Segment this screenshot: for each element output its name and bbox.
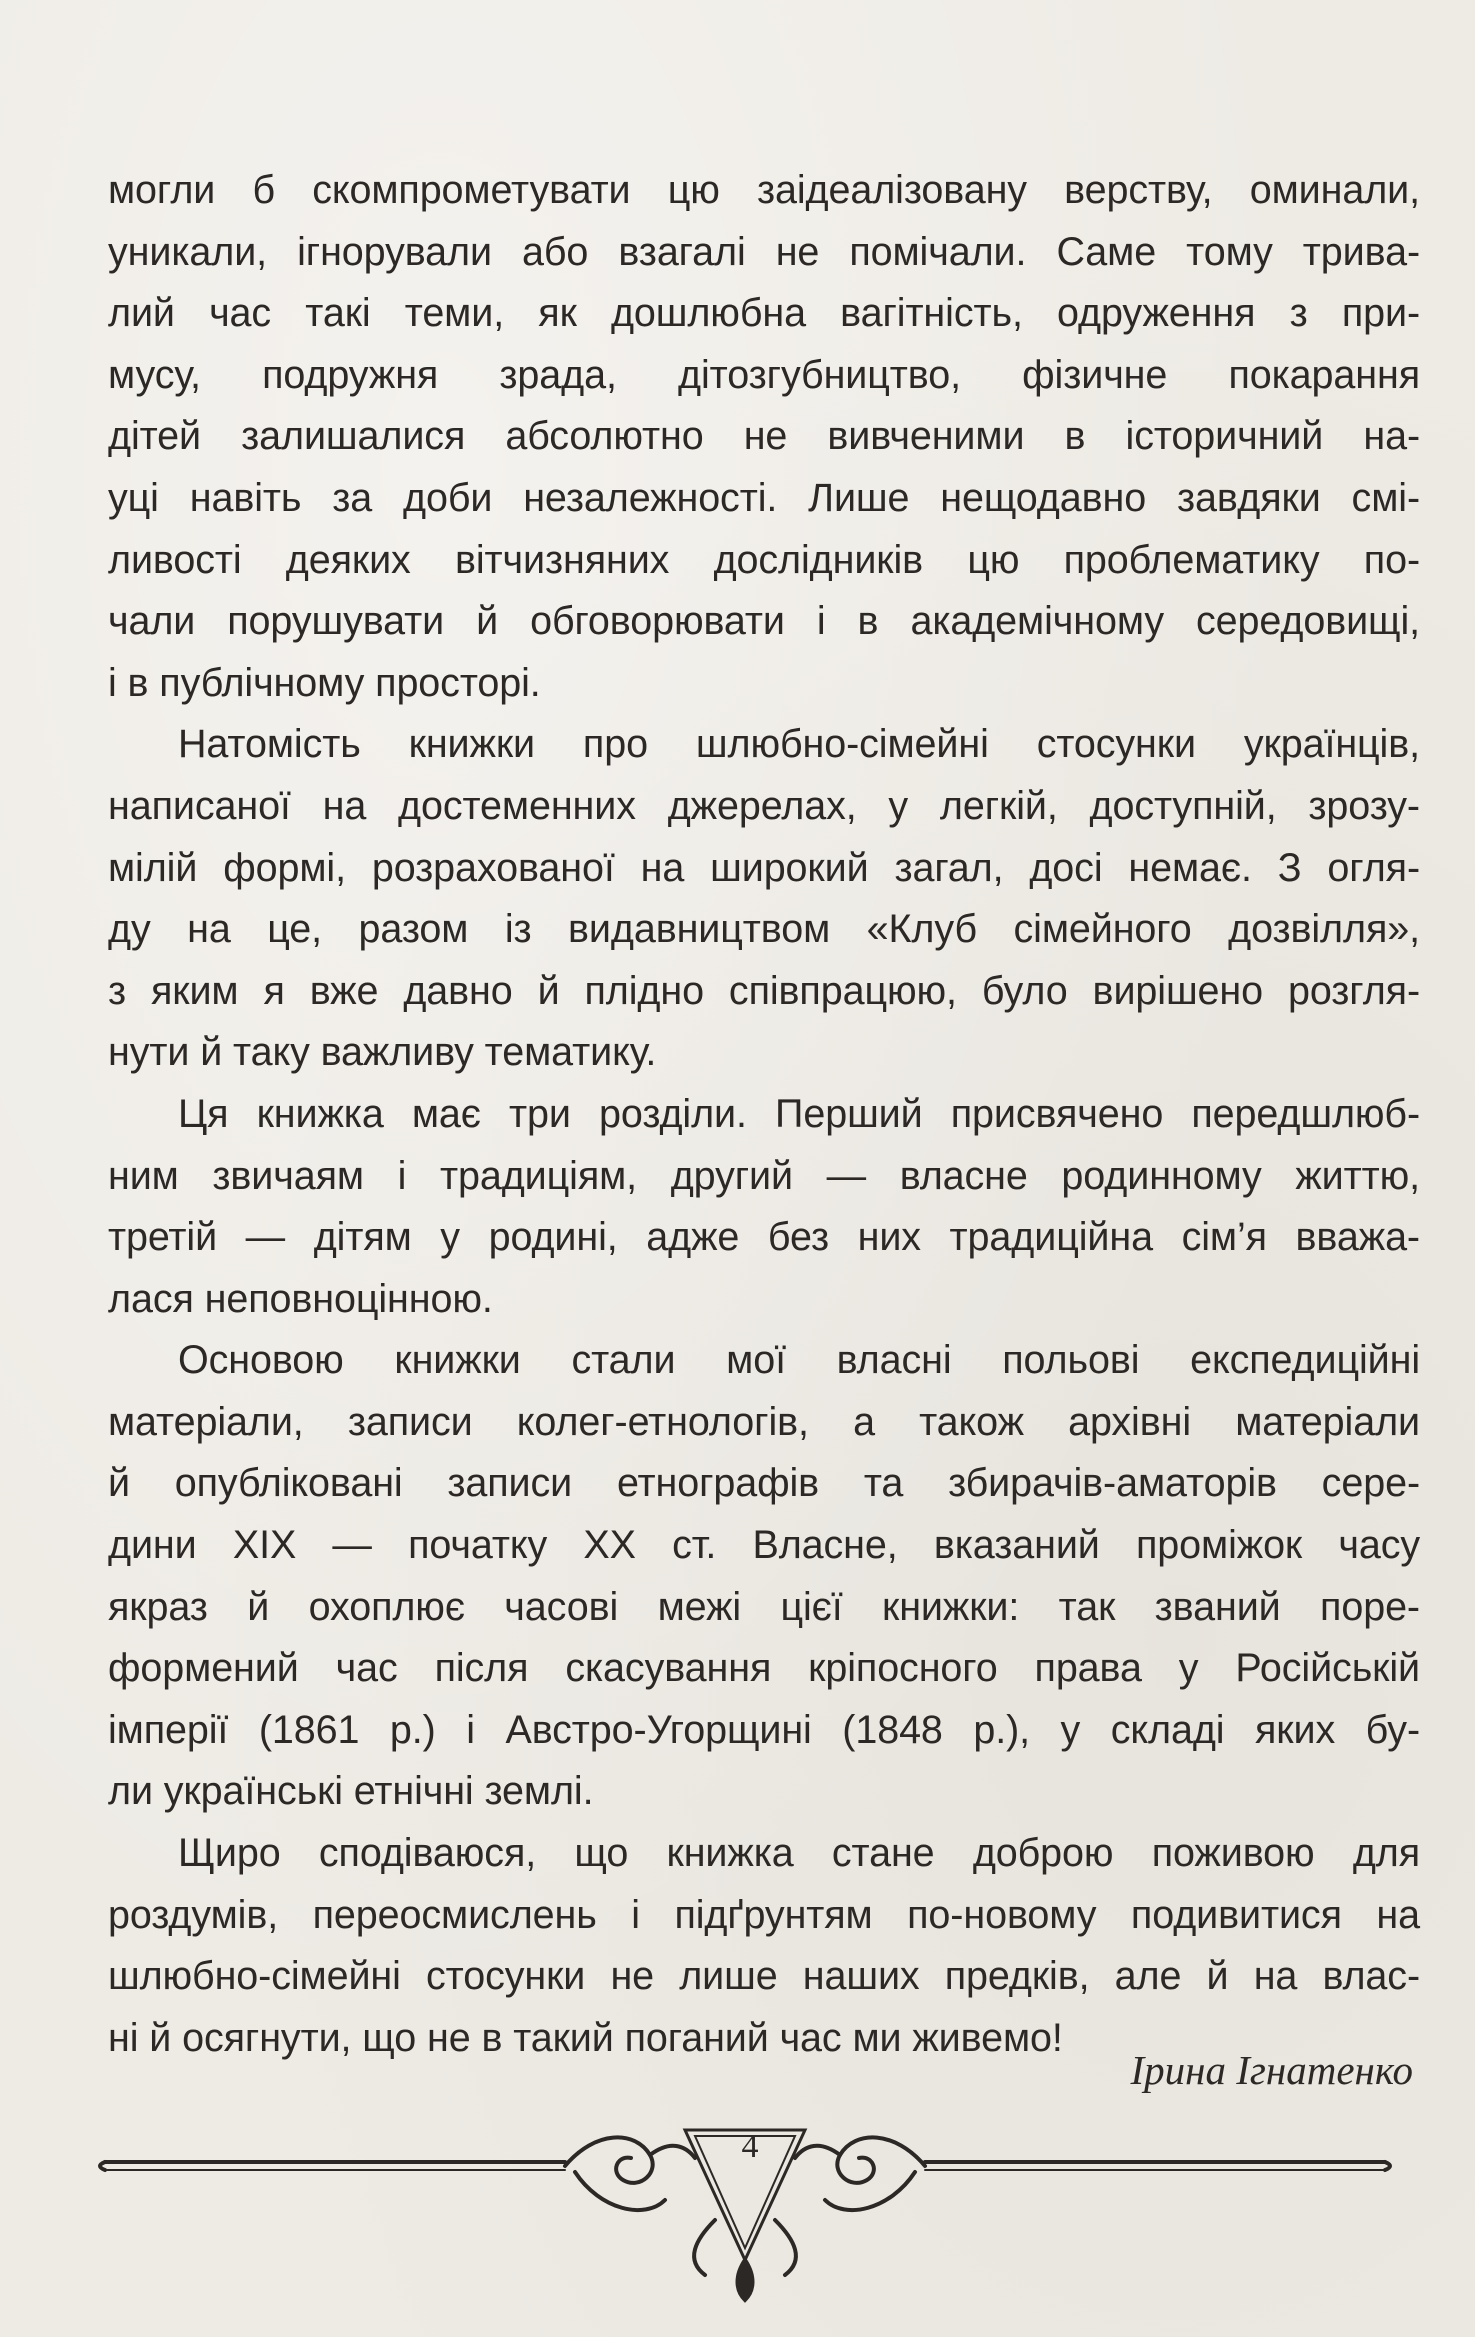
text-line: ливості деяких вітчизняних дослідників цю проблематику по- xyxy=(108,537,1420,582)
text-line: уникали, ігнорували або взагалі не помічали. Саме тому трива- xyxy=(108,229,1420,274)
paragraph-1 xyxy=(108,160,1420,714)
text-line: уці навіть за доби незалежності. Лише нещодавно завдяки смі- xyxy=(108,475,1420,520)
text-line: і в публічному просторі. xyxy=(108,660,541,705)
text-line: чали порушувати й обговорювати і в академічному середовищі, xyxy=(108,599,1420,644)
text-line: Щиро сподіваюся, що книжка стане доброю поживою для xyxy=(178,1831,1420,1876)
body-text xyxy=(108,160,1420,2069)
text-line: з яким я вже давно й плідно співпрацюю, було вирішено розгля- xyxy=(108,968,1420,1013)
text-line: якраз й охоплює часові межі цієї книжки: так званий поре- xyxy=(108,1584,1420,1629)
paragraph-3 xyxy=(108,1084,1420,1330)
text-line: шлюбно-сімейні стосунки не лише наших предків, але й на влас- xyxy=(108,1954,1420,1999)
text-line: Ця книжка має три розділи. Перший присвячено передшлюб- xyxy=(178,1091,1420,1136)
text-line: ду на це, разом із видавництвом «Клуб сімейного дозвілля», xyxy=(108,907,1420,952)
text-line: ні й осягнути, що не в такий поганий час ми живемо! xyxy=(108,2015,1063,2060)
text-line: лася неповноцінною. xyxy=(108,1276,493,1321)
text-line: могли б скомпрометувати цю заідеалізовану верству, оминали, xyxy=(108,168,1420,212)
text-line: написаної на достеменних джерелах, у легкій, доступній, зрозу- xyxy=(108,783,1420,828)
text-line: мусу, подружня зрада, дітозгубництво, фізичне покарання xyxy=(108,352,1420,397)
page-number: 4 xyxy=(741,2128,759,2165)
paragraph-4 xyxy=(108,1330,1420,1823)
text-line: Натомість книжки про шлюбно-сімейні стосунки українців, xyxy=(178,722,1420,767)
text-line: дини XIX — початку XX ст. Власне, вказаний проміжок часу xyxy=(108,1523,1420,1568)
text-line: ли українські етнічні землі. xyxy=(108,1769,594,1814)
text-line: лий час такі теми, як дошлюбна вагітність, одруження з при- xyxy=(108,291,1420,336)
text-line: третій — дітям у родині, адже без них традиційна сім’я вважа- xyxy=(108,1215,1420,1260)
text-line: Основою книжки стали мої власні польові експедиційні xyxy=(178,1338,1420,1383)
text-line: формений час після скасування кріпосного права у Російській xyxy=(108,1646,1420,1691)
text-line: імперії (1861 р.) і Австро-Угорщині (1848 р.), у складі яких бу- xyxy=(108,1707,1420,1752)
text-line: дітей залишалися абсолютно не вивченими в історичний на- xyxy=(108,414,1420,459)
text-line: й опубліковані записи етнографів та збирачів-аматорів сере- xyxy=(108,1461,1420,1506)
text-line: ним звичаям і традиціям, другий — власне родинному життю, xyxy=(108,1153,1420,1198)
paragraph-5 xyxy=(108,1823,1420,2069)
author-signature: Ірина Ігнатенко xyxy=(1130,2047,1413,2093)
text-line: роздумів, переосмислень і підґрунтям по-новому подивитися на xyxy=(108,1892,1420,1937)
text-line: матеріали, записи колег-етнологів, а також архівні матеріали xyxy=(108,1399,1420,1444)
text-line: мілій формі, розрахованої на широкий загал, досі немає. З огля- xyxy=(108,845,1420,890)
paragraph-2 xyxy=(108,714,1420,1084)
text-line: нути й таку важливу тематику. xyxy=(108,1030,657,1075)
